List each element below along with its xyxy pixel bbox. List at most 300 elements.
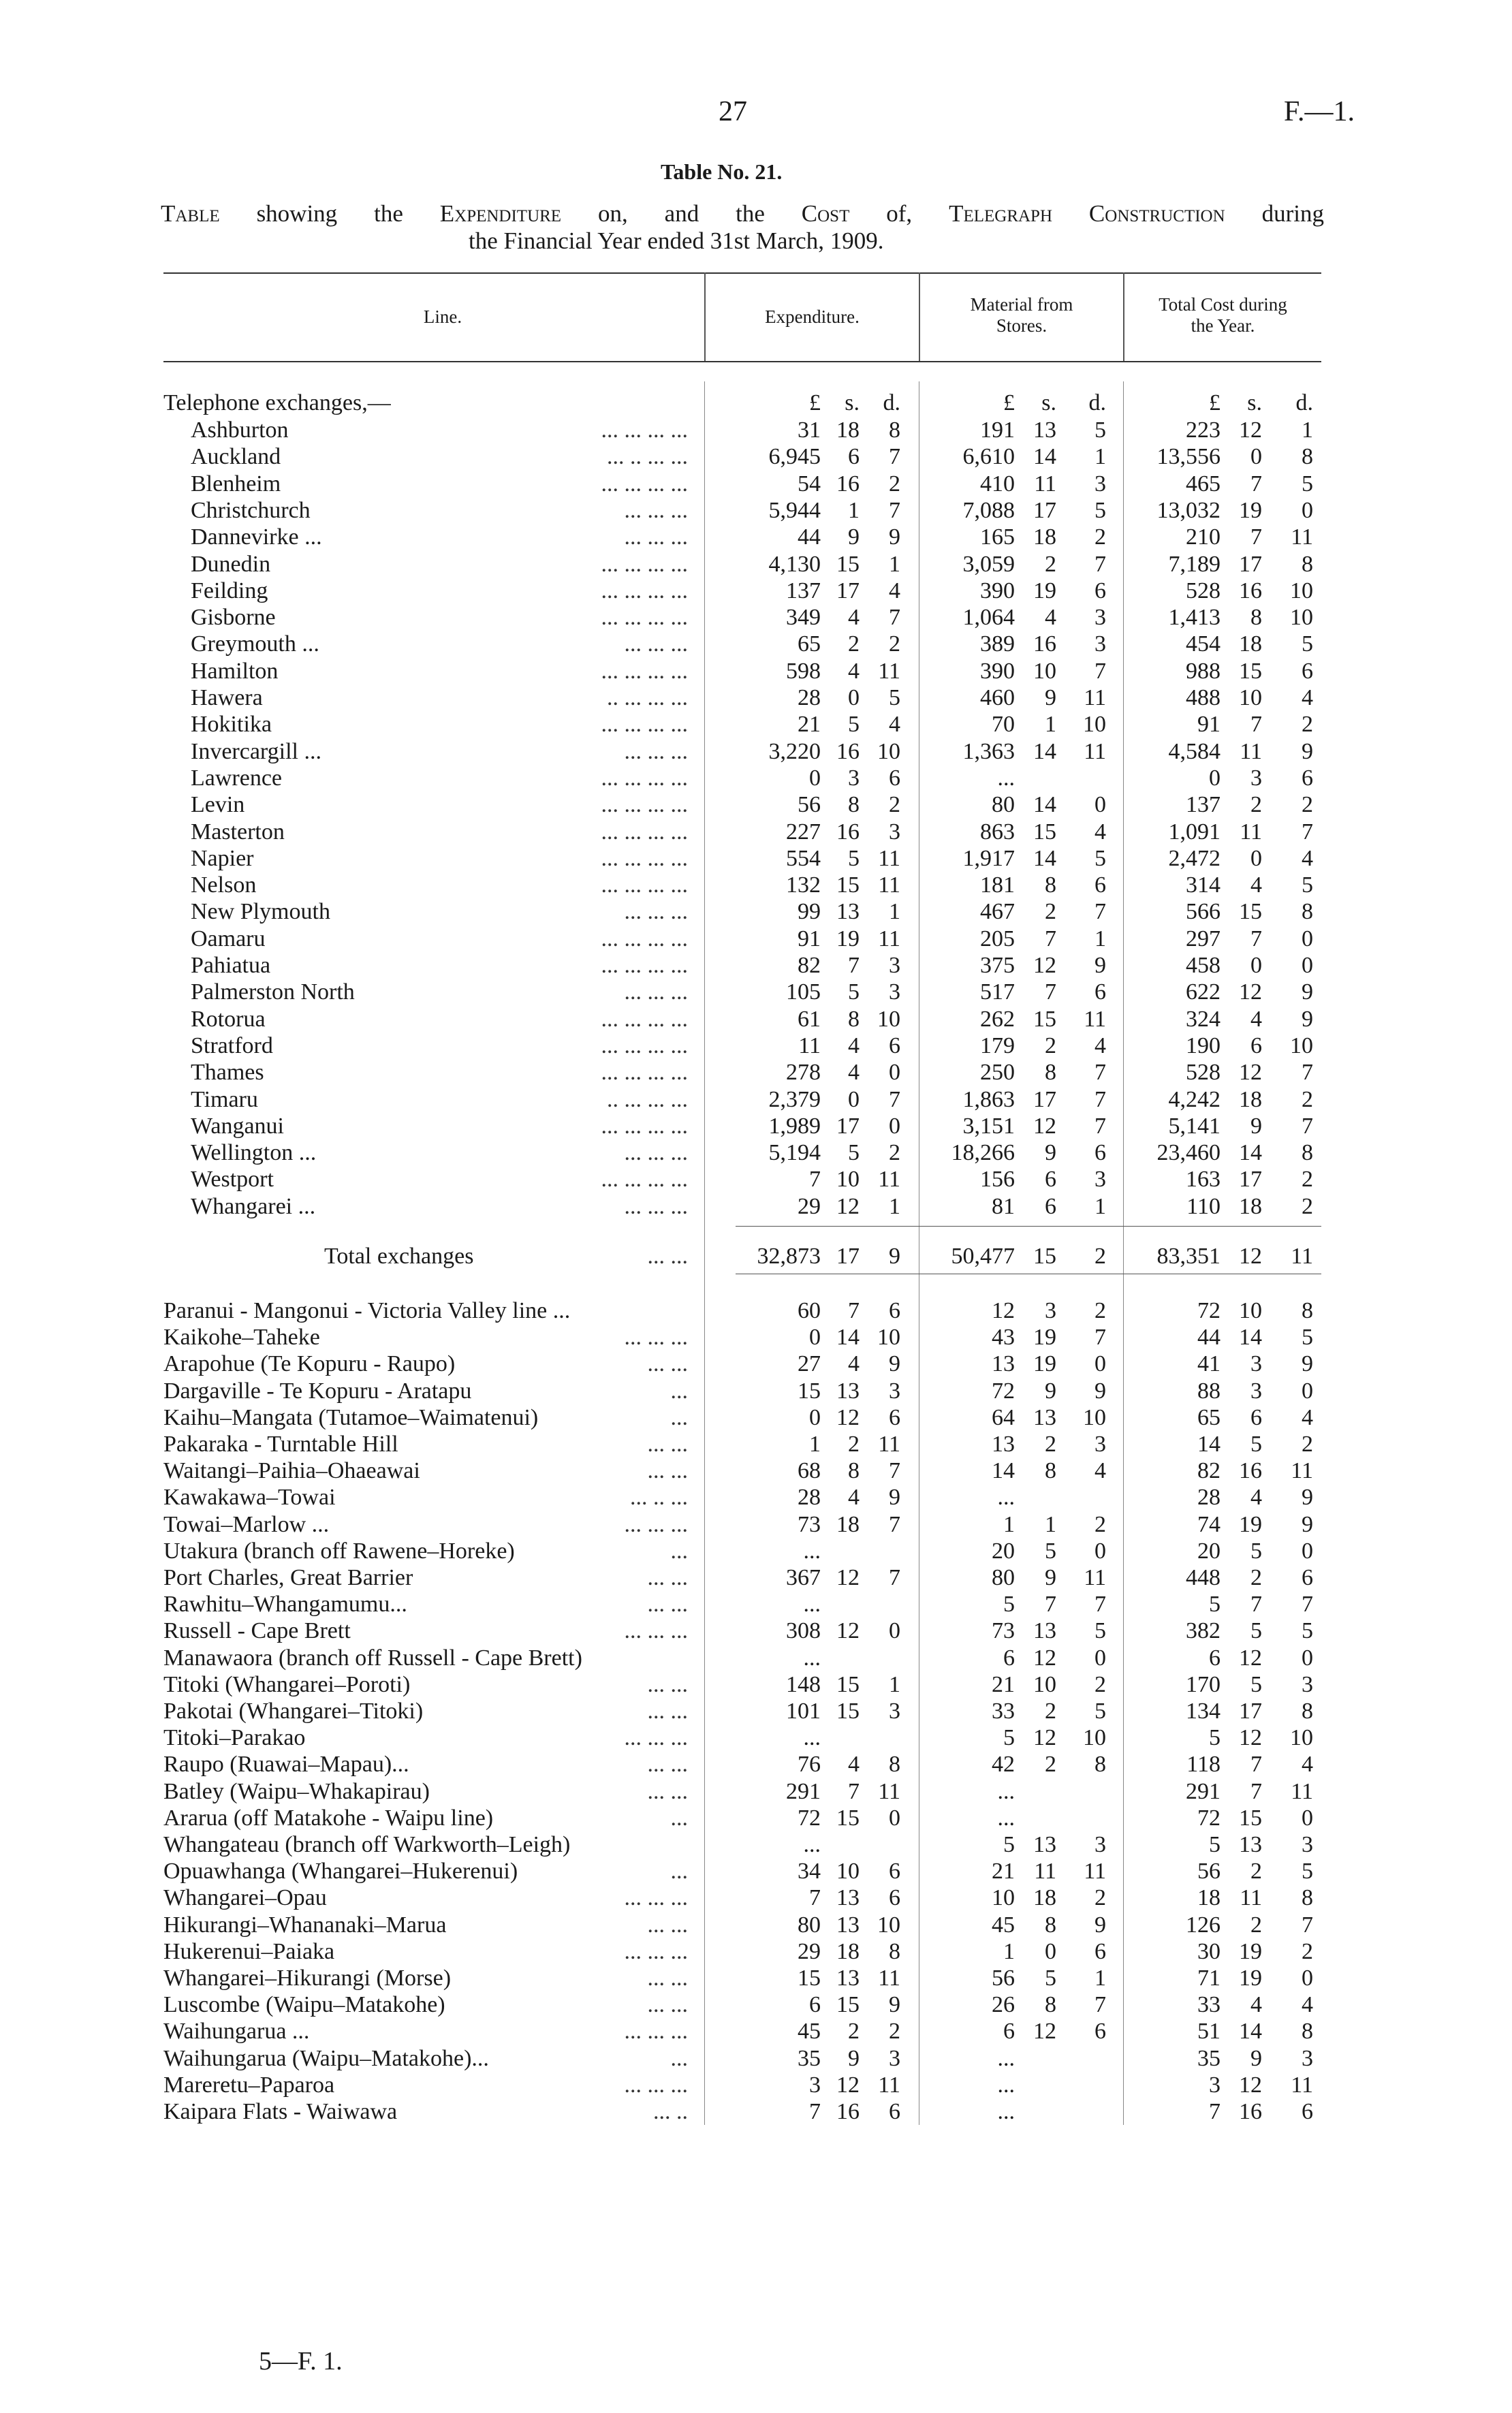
total-shillings: 18 (1239, 1193, 1262, 1219)
expenditure-shillings: 15 (836, 1992, 860, 2018)
total-pounds: 5 (1209, 1832, 1220, 1857)
material-shillings: 17 (1033, 1086, 1056, 1112)
total-shillings: 17 (1239, 1699, 1262, 1724)
exchange-row (0, 711, 1512, 738)
material-shillings: 1 (1045, 712, 1056, 738)
leader-dots: ... ... ... ... (601, 1006, 688, 1032)
material-shillings: 2 (1045, 899, 1056, 925)
material-pence: 9 (1094, 1378, 1106, 1404)
material-pence: 6 (1094, 578, 1106, 603)
material-pence: 11 (1084, 738, 1106, 764)
exchange-row (0, 819, 1512, 846)
total-shillings: 12 (1239, 1060, 1262, 1086)
expenditure-shillings: 19 (836, 926, 860, 951)
total-pence: 8 (1302, 1298, 1313, 1323)
total-pence: 4 (1302, 685, 1313, 710)
total-shillings: 10 (1239, 685, 1262, 710)
material-pence: 3 (1094, 471, 1106, 496)
row-label: Waihungarua ... (163, 2019, 310, 2045)
leader-dots: ... ... ... (624, 2019, 688, 2045)
exchange-row (0, 1032, 1512, 1060)
expenditure-pounds: 91 (798, 926, 821, 951)
total-pounds: 0 (1209, 765, 1220, 791)
material-pence: 6 (1094, 872, 1106, 898)
header-total-line-2: the Year. (1191, 315, 1255, 336)
total-pounds: 5,141 (1168, 1113, 1220, 1139)
expenditure-pence: 1 (889, 1193, 900, 1219)
material-shillings: 13 (1033, 417, 1056, 443)
total-pounds: 126 (1186, 1912, 1220, 1938)
leader-dots: ... ... ... (624, 1140, 688, 1166)
material-shillings: 5 (1045, 1966, 1056, 1991)
expenditure-pounds: 3 (809, 2072, 821, 2098)
material-shillings: 14 (1033, 845, 1056, 871)
row-label: Wellington ... (191, 1140, 317, 1166)
line-row (0, 1858, 1512, 1885)
material-shillings: 19 (1033, 578, 1056, 603)
line-row (0, 2045, 1512, 2072)
exchange-row (0, 898, 1512, 926)
total-shillings: 14 (1239, 1325, 1262, 1351)
material-pounds: 390 (980, 578, 1015, 603)
total-pence: 2 (1302, 1086, 1313, 1112)
material-pence: 7 (1094, 1060, 1106, 1086)
material-pounds: 20 (992, 1538, 1015, 1564)
table-caption-line-1 (161, 200, 1324, 227)
material-pounds: 3,151 (962, 1113, 1015, 1139)
total-pence: 8 (1302, 1140, 1313, 1166)
material-pounds: 6 (1003, 2019, 1015, 2045)
material-pence: 5 (1094, 417, 1106, 443)
total-pounds: 74 (1197, 1511, 1220, 1537)
material-shillings: 14 (1033, 738, 1056, 764)
material-pounds: 3,059 (962, 551, 1015, 577)
material-pounds: ... (997, 2099, 1015, 2124)
material-shillings: 9 (1045, 685, 1056, 710)
material-pounds: 80 (992, 1565, 1015, 1590)
total-pence: 3 (1302, 1671, 1313, 1697)
total-pence: 2 (1302, 1432, 1313, 1457)
expenditure-pence: 9 (889, 1485, 900, 1511)
line-row (0, 1618, 1512, 1645)
row-label: Dunedin (191, 551, 271, 577)
expenditure-pence: 10 (877, 1912, 900, 1938)
total-pence: 9 (1302, 1351, 1313, 1377)
material-shillings: 8 (1045, 872, 1056, 898)
material-pence: 1 (1094, 1193, 1106, 1219)
material-pounds: ... (997, 1805, 1015, 1831)
material-shillings: 11 (1034, 1859, 1056, 1884)
total-shillings: 6 (1250, 1404, 1262, 1430)
expenditure-pounds: 76 (798, 1752, 821, 1778)
expenditure-pence: 7 (889, 1511, 900, 1537)
row-label: Palmerston North (191, 979, 355, 1005)
material-pounds: 33 (992, 1699, 1015, 1724)
total-pounds: 88 (1197, 1378, 1220, 1404)
expenditure-shillings: 16 (836, 2099, 860, 2124)
material-pence: 5 (1094, 1618, 1106, 1644)
material-pounds: ... (997, 1485, 1015, 1511)
material-pence: 4 (1094, 819, 1106, 845)
row-label: Levin (191, 792, 245, 818)
total-pounds: 324 (1186, 1006, 1220, 1032)
total-pounds: 110 (1186, 1193, 1220, 1219)
total-pounds: 314 (1186, 872, 1220, 898)
row-label: Manawaora (branch off Russell - Cape Brett) (163, 1645, 582, 1671)
total-pounds: 20 (1197, 1538, 1220, 1564)
total-shillings: 11 (1240, 738, 1262, 764)
expenditure-pence: 9 (889, 524, 900, 550)
expenditure-shillings: 18 (836, 417, 860, 443)
expenditure-pounds: 278 (786, 1060, 821, 1086)
material-pence: 2 (1094, 1298, 1106, 1323)
material-pounds: 7,088 (962, 497, 1015, 523)
leader-dots: ... ... ... ... (601, 765, 688, 791)
total-pence: 2 (1302, 712, 1313, 738)
expenditure-shillings: 18 (836, 1938, 860, 1964)
expenditure-pounds: 44 (798, 524, 821, 550)
leader-dots: ... ... (647, 1671, 688, 1697)
leader-dots: ... .. ... (630, 1485, 688, 1511)
total-pounds: 1,091 (1168, 819, 1220, 845)
total-pence: 3 (1302, 2045, 1313, 2071)
material-shillings: 2 (1045, 551, 1056, 577)
row-label: Waitangi–Paihia–Ohaeawai (163, 1458, 420, 1484)
total-shillings: 7 (1250, 471, 1262, 496)
total-pence: 0 (1302, 1805, 1313, 1831)
material-shillings: 10 (1033, 658, 1056, 684)
leader-dots: ... ... ... (624, 1725, 688, 1751)
expenditure-pence: 4 (889, 712, 900, 738)
row-label: Rotorua (191, 1006, 266, 1032)
expenditure-pence: 11 (878, 1778, 900, 1804)
total-pounds: 41 (1197, 1351, 1220, 1377)
material-shillings: 7 (1045, 1592, 1056, 1618)
total-pounds: 297 (1186, 926, 1220, 951)
row-label: Westport (191, 1167, 274, 1193)
material-pence: 7 (1094, 1992, 1106, 2018)
leader-dots: .. ... ... ... (607, 685, 688, 710)
total-pounds: 465 (1186, 471, 1220, 496)
expenditure-pounds: 2,379 (768, 1086, 821, 1112)
line-row (0, 1324, 1512, 1351)
expenditure-pounds: 68 (798, 1458, 821, 1484)
material-pounds: 460 (980, 685, 1015, 710)
line-row (0, 1591, 1512, 1618)
material-pounds: 13 (992, 1432, 1015, 1457)
material-pounds: 1,863 (962, 1086, 1015, 1112)
material-shillings: 6 (1045, 1167, 1056, 1193)
leader-dots: ... ... ... ... (601, 953, 688, 978)
expenditure-pounds: ... (803, 1832, 821, 1857)
total-pounds: 488 (1186, 685, 1220, 710)
expenditure-pounds: 72 (798, 1805, 821, 1831)
row-label: Batley (Waipu–Whakapirau) (163, 1778, 430, 1804)
expenditure-pence: 8 (889, 1938, 900, 1964)
exchange-row (0, 791, 1512, 819)
material-shillings: 12 (1033, 953, 1056, 978)
row-label: Blenheim (191, 471, 281, 496)
exchange-row (0, 524, 1512, 551)
row-label: Napier (191, 845, 254, 871)
exchange-row (0, 1166, 1512, 1193)
exchange-row (0, 872, 1512, 899)
expenditure-pence: 3 (889, 2045, 900, 2071)
material-shillings: 1 (1045, 1511, 1056, 1537)
material-pence: 11 (1084, 1565, 1106, 1590)
total-pounds: 91 (1197, 712, 1220, 738)
leader-dots: ... ... ... ... (601, 551, 688, 577)
total-pence: 9 (1302, 1006, 1313, 1032)
total-pounds: 35 (1197, 2045, 1220, 2071)
total-pence: 6 (1302, 765, 1313, 791)
total-shillings: 5 (1250, 1432, 1262, 1457)
total-pence: 4 (1302, 1404, 1313, 1430)
row-label: Lawrence (191, 765, 283, 791)
exchange-row (0, 1086, 1512, 1114)
material-shillings: 15 (1033, 1006, 1056, 1032)
expenditure-pounds: 137 (786, 578, 821, 603)
row-label: Utakura (branch off Rawene–Horeke) (163, 1538, 515, 1564)
expenditure-shillings: 13 (836, 1912, 860, 1938)
total-pence: 9 (1302, 738, 1313, 764)
row-label: Whangarei–Opau (163, 1885, 327, 1911)
row-label: Greymouth ... (191, 631, 319, 657)
expenditure-pence: 3 (889, 1378, 900, 1404)
expenditure-shillings: 1 (848, 497, 860, 523)
material-pence: 0 (1094, 1645, 1106, 1671)
material-pounds: 10 (992, 1885, 1015, 1911)
material-pence: 7 (1094, 1325, 1106, 1351)
row-label: Kawakawa–Towai (163, 1485, 336, 1511)
unit-pounds: £ (1003, 390, 1015, 415)
caption-word: Cost (801, 200, 850, 227)
material-pounds: ... (997, 1778, 1015, 1804)
expenditure-pence: 11 (878, 1432, 900, 1457)
row-label: Whangarei–Hikurangi (Morse) (163, 1966, 452, 1991)
total-pounds: 2,472 (1168, 845, 1220, 871)
material-pence: 0 (1094, 1351, 1106, 1377)
row-label: Kaipara Flats - Waiwawa (163, 2099, 398, 2124)
leader-dots: ... ... ... (624, 1885, 688, 1911)
row-label: Stratford (191, 1032, 273, 1058)
material-pounds: 517 (980, 979, 1015, 1005)
total-pence: 6 (1302, 1565, 1313, 1590)
material-shillings: 13 (1033, 1618, 1056, 1644)
total-pounds: 4,584 (1168, 738, 1220, 764)
material-shillings: 2 (1045, 1032, 1056, 1058)
total-pence: 6 (1302, 658, 1313, 684)
expenditure-pounds: 132 (786, 872, 821, 898)
caption-word: showing (256, 200, 338, 227)
expenditure-pence: 2 (889, 792, 900, 818)
expenditure-pounds: 1 (809, 1432, 821, 1457)
leader-dots: ... ... ... (624, 2072, 688, 2098)
leader-dots: ... ... ... (624, 1511, 688, 1537)
expenditure-shillings: 4 (848, 1032, 860, 1058)
material-pounds: 179 (980, 1032, 1015, 1058)
leader-dots: ... ... (647, 1432, 688, 1457)
material-pounds: 250 (980, 1060, 1015, 1086)
expenditure-shillings: 4 (848, 605, 860, 631)
row-label: Pakotai (Whangarei–Titoki) (163, 1699, 424, 1724)
total-shillings: 4 (1250, 872, 1262, 898)
total-pence: 5 (1302, 872, 1313, 898)
line-row (0, 1538, 1512, 1565)
material-shillings: 2 (1045, 1432, 1056, 1457)
total-pence: 8 (1302, 2019, 1313, 2045)
leader-dots: ... ... (647, 1592, 688, 1618)
material-pounds: 1 (1003, 1938, 1015, 1964)
material-shillings: 14 (1033, 792, 1056, 818)
leader-dots: ... ... ... ... (601, 819, 688, 845)
expenditure-pence: 6 (889, 1404, 900, 1430)
total-shillings: 16 (1239, 2099, 1262, 2124)
caption-word: of, (886, 200, 913, 227)
total-pence: 8 (1302, 551, 1313, 577)
total-pence: 7 (1302, 1912, 1313, 1938)
expenditure-pounds: 15 (798, 1966, 821, 1991)
material-pence: 2 (1094, 524, 1106, 550)
material-pounds: ... (997, 2072, 1015, 2098)
line-row (0, 1698, 1512, 1725)
total-shillings: 5 (1250, 1618, 1262, 1644)
leader-dots: ... ... ... ... (601, 1113, 688, 1139)
exchange-row (0, 604, 1512, 631)
expenditure-shillings: 16 (836, 471, 860, 496)
expenditure-pence: 9 (889, 1992, 900, 2018)
leader-dots: ... ... ... (624, 1938, 688, 1964)
row-label: Kaikohe–Taheke (163, 1325, 320, 1351)
exchange-row (0, 1006, 1512, 1033)
material-shillings: 12 (1033, 2019, 1056, 2045)
total-shillings: 5 (1250, 1538, 1262, 1564)
caption-word: on, (598, 200, 628, 227)
total-shillings: 3 (1250, 765, 1262, 791)
expenditure-pence: 11 (878, 926, 900, 951)
line-row (0, 1965, 1512, 1992)
row-label: Pahiatua (191, 953, 271, 978)
exchange-row (0, 631, 1512, 658)
total-pence: 7 (1302, 1113, 1313, 1139)
material-shillings: 2 (1045, 1752, 1056, 1778)
total-pence: 4 (1302, 845, 1313, 871)
expenditure-pounds: 29 (798, 1938, 821, 1964)
expenditure-shillings: 18 (836, 1511, 860, 1537)
total-shillings: 17 (1239, 551, 1262, 577)
row-label: Hamilton (191, 658, 279, 684)
total-pence: 9 (1302, 979, 1313, 1005)
total-shillings: 17 (1239, 1167, 1262, 1193)
material-pence: 2 (1094, 1885, 1106, 1911)
total-pence: 0 (1302, 926, 1313, 951)
header-bottom-rule (163, 361, 1321, 362)
material-pounds: 5 (1003, 1725, 1015, 1751)
header-total-line-1: Total Cost during (1159, 294, 1287, 315)
header-expenditure: Expenditure. (765, 306, 860, 327)
total-shillings: 16 (1239, 578, 1262, 603)
exchange-row (0, 738, 1512, 766)
expenditure-shillings: 2 (848, 2019, 860, 2045)
material-pounds: 5 (1003, 1832, 1015, 1857)
expenditure-shillings: 7 (848, 1298, 860, 1323)
leader-dots: ... ... ... ... (601, 1032, 688, 1058)
expenditure-pounds: 80 (798, 1912, 821, 1938)
material-pence: 5 (1094, 845, 1106, 871)
total-exchanges-row (0, 1243, 1512, 1270)
material-pounds: 467 (980, 899, 1015, 925)
expenditure-pounds: 73 (798, 1511, 821, 1537)
leader-dots: ... ... (647, 1778, 688, 1804)
row-label: Port Charles, Great Barrier (163, 1565, 413, 1590)
material-pounds: 262 (980, 1006, 1015, 1032)
material-pounds: 21 (992, 1671, 1015, 1697)
total-pence: 5 (1302, 631, 1313, 657)
total-pounds: 190 (1186, 1032, 1220, 1058)
material-shillings: 8 (1045, 1912, 1056, 1938)
total-pence: 8 (1302, 1699, 1313, 1724)
expenditure-pence: 11 (878, 872, 900, 898)
expenditure-pence: 1 (889, 551, 900, 577)
total-pence: 0 (1302, 1645, 1313, 1671)
material-pence: 11 (1084, 1006, 1106, 1032)
expenditure-pence: 8 (889, 417, 900, 443)
total-shillings: 7 (1250, 926, 1262, 951)
total-pence: 10 (1290, 1725, 1313, 1751)
expenditure-pounds: 308 (786, 1618, 821, 1644)
row-label: Mareretu–Paparoa (163, 2072, 335, 2098)
total-pounds: 118 (1186, 1752, 1220, 1778)
total-shillings: 16 (1239, 1458, 1262, 1484)
total-pence: 10 (1290, 605, 1313, 631)
material-pounds: 45 (992, 1912, 1015, 1938)
total-pounds: 6 (1209, 1645, 1220, 1671)
total-pence: 2 (1302, 1193, 1313, 1219)
expenditure-shillings: 0 (848, 685, 860, 710)
expenditure-pounds: 227 (786, 819, 821, 845)
leader-dots: ... ... ... (624, 1193, 688, 1219)
row-label: Hawera (191, 685, 263, 710)
expenditure-pounds: 5,194 (768, 1140, 821, 1166)
total-shillings: 13 (1239, 1832, 1262, 1857)
exchange-row (0, 1059, 1512, 1086)
leader-dots: ... ... ... ... (601, 1167, 688, 1193)
material-shillings: 9 (1045, 1378, 1056, 1404)
total-pence: 5 (1302, 1325, 1313, 1351)
total-pounds: 4,242 (1168, 1086, 1220, 1112)
total-shillings: 19 (1239, 1511, 1262, 1537)
total-shillings: 19 (1239, 497, 1262, 523)
expenditure-pounds: 101 (786, 1699, 821, 1724)
expenditure-pence: 6 (889, 2099, 900, 2124)
material-pence: 9 (1094, 1912, 1106, 1938)
material-pounds: 73 (992, 1618, 1015, 1644)
exchange-row (0, 1113, 1512, 1140)
row-label: Hokitika (191, 712, 272, 738)
leader-dots: ... (670, 1805, 688, 1831)
material-pounds: 50,477 (951, 1244, 1015, 1269)
total-pence: 0 (1302, 953, 1313, 978)
expenditure-pence: 7 (889, 605, 900, 631)
expenditure-pounds: 54 (798, 471, 821, 496)
total-shillings: 9 (1250, 2045, 1262, 2071)
total-pence: 11 (1291, 1778, 1313, 1804)
expenditure-shillings: 4 (848, 1485, 860, 1511)
material-pence: 3 (1094, 1167, 1106, 1193)
unit-pounds: £ (1209, 390, 1220, 415)
total-rule (736, 1226, 1321, 1227)
material-shillings: 16 (1033, 631, 1056, 657)
